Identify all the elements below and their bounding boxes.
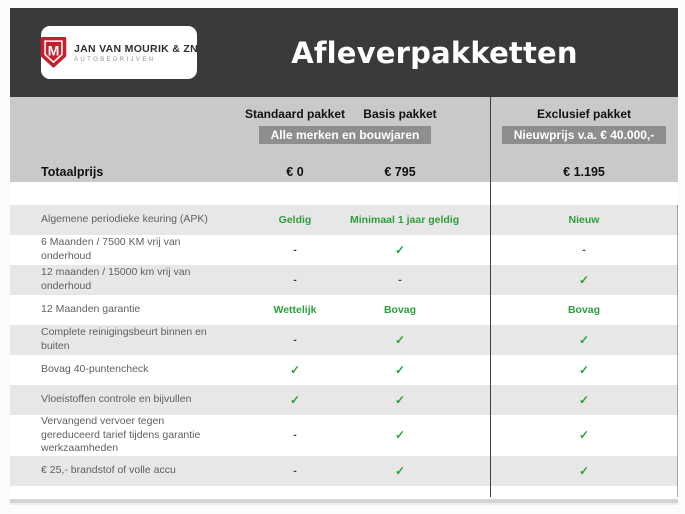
feature-label: Vervangend vervoer tegen gereduceerd tarief tijdens garantie werkzaamheden <box>41 415 201 455</box>
badge-cell-exclusief <box>490 126 678 144</box>
cell-exclusief: - <box>582 244 586 256</box>
feature-label: 12 maanden / 15000 km vrij van onderhoud <box>41 266 191 292</box>
feature-label: Vloeistoffen controle en bijvullen <box>41 393 192 406</box>
cell-exclusief: Bovag <box>567 304 601 316</box>
cell-standaard: Wettelijk <box>273 304 317 316</box>
badge-new-price: Nieuwprijs v.a. € 40.000,- <box>502 126 667 144</box>
cell-standaard: - <box>293 334 297 346</box>
cell-basis: Minimaal 1 jaar geldig <box>350 214 460 226</box>
cell-standaard: ✓ <box>289 393 301 407</box>
cell-basis: - <box>398 274 402 286</box>
brand-name: JAN VAN MOURIK & ZN <box>74 42 198 55</box>
page-title: Afleverpakketten <box>291 35 578 70</box>
total-price-row <box>10 165 678 179</box>
cell-basis: ✓ <box>394 333 406 347</box>
feature-label: Complete reinigingsbeurt binnen en buiten <box>41 326 207 352</box>
column-header-standaard: Standaard pakket <box>244 107 346 121</box>
cell-exclusief: Nieuw <box>568 214 600 226</box>
table-row <box>10 205 678 235</box>
package-header-band <box>10 97 678 182</box>
table-bottom-edge <box>10 499 678 505</box>
total-price-basis: € 795 <box>384 165 416 179</box>
cell-standaard: - <box>293 429 297 442</box>
feature-label: 6 Maanden / 7500 KM vrij van onderhoud <box>41 236 181 262</box>
feature-label: Algemene periodieke keuring (APK) <box>41 213 208 226</box>
cell-basis: ✓ <box>394 428 406 443</box>
feature-table <box>10 205 678 505</box>
spacer <box>10 486 678 499</box>
cell-basis: Bovag <box>383 304 417 316</box>
brand-text <box>74 43 198 63</box>
table-row <box>10 265 678 295</box>
header-bar <box>10 8 678 97</box>
brand-subtitle: AUTOBEDRIJVEN <box>74 56 156 63</box>
table-right-edge <box>677 205 678 497</box>
table-row <box>10 235 678 265</box>
table-row <box>10 385 678 415</box>
cell-standaard: ✓ <box>289 363 301 377</box>
table-row <box>10 415 678 456</box>
slide-content <box>10 8 678 505</box>
cell-exclusief: ✓ <box>578 393 590 407</box>
column-divider-line <box>490 97 491 497</box>
table-row <box>10 325 678 355</box>
cell-exclusief: ✓ <box>578 428 590 443</box>
column-headers <box>10 97 678 121</box>
table-row <box>10 295 678 325</box>
total-price-exclusief: € 1.195 <box>563 165 605 179</box>
table-row <box>10 355 678 385</box>
company-logo <box>41 26 197 79</box>
cell-standaard: - <box>293 274 297 286</box>
cell-basis: ✓ <box>394 243 406 257</box>
feature-label: € 25,- brandstof of volle accu <box>41 464 176 477</box>
column-header-basis: Basis pakket <box>363 107 437 121</box>
cell-exclusief: ✓ <box>578 463 590 478</box>
cell-exclusief: ✓ <box>578 333 590 347</box>
badge-cell-shared <box>240 126 450 144</box>
spacer <box>10 182 678 205</box>
table-row <box>10 456 678 486</box>
total-price-standaard: € 0 <box>286 165 304 179</box>
feature-label: 12 Maanden garantie <box>41 303 141 316</box>
cell-standaard: - <box>293 244 297 256</box>
badge-row <box>10 126 678 144</box>
cell-exclusief: ✓ <box>578 363 590 377</box>
shield-m-icon <box>40 36 67 69</box>
badge-all-brands: Alle merken en bouwjaren <box>259 126 432 144</box>
cell-basis: ✓ <box>394 463 406 478</box>
shield-monogram: M <box>47 42 60 59</box>
cell-exclusief: ✓ <box>578 273 590 287</box>
cell-standaard: Geldig <box>278 214 312 226</box>
cell-basis: ✓ <box>394 393 406 407</box>
column-header-exclusief: Exclusief pakket <box>536 107 632 121</box>
feature-label: Bovag 40-puntencheck <box>41 363 149 376</box>
cell-standaard: - <box>293 464 297 477</box>
total-price-label: Totaalprijs <box>41 165 104 179</box>
cell-basis: ✓ <box>394 363 406 377</box>
